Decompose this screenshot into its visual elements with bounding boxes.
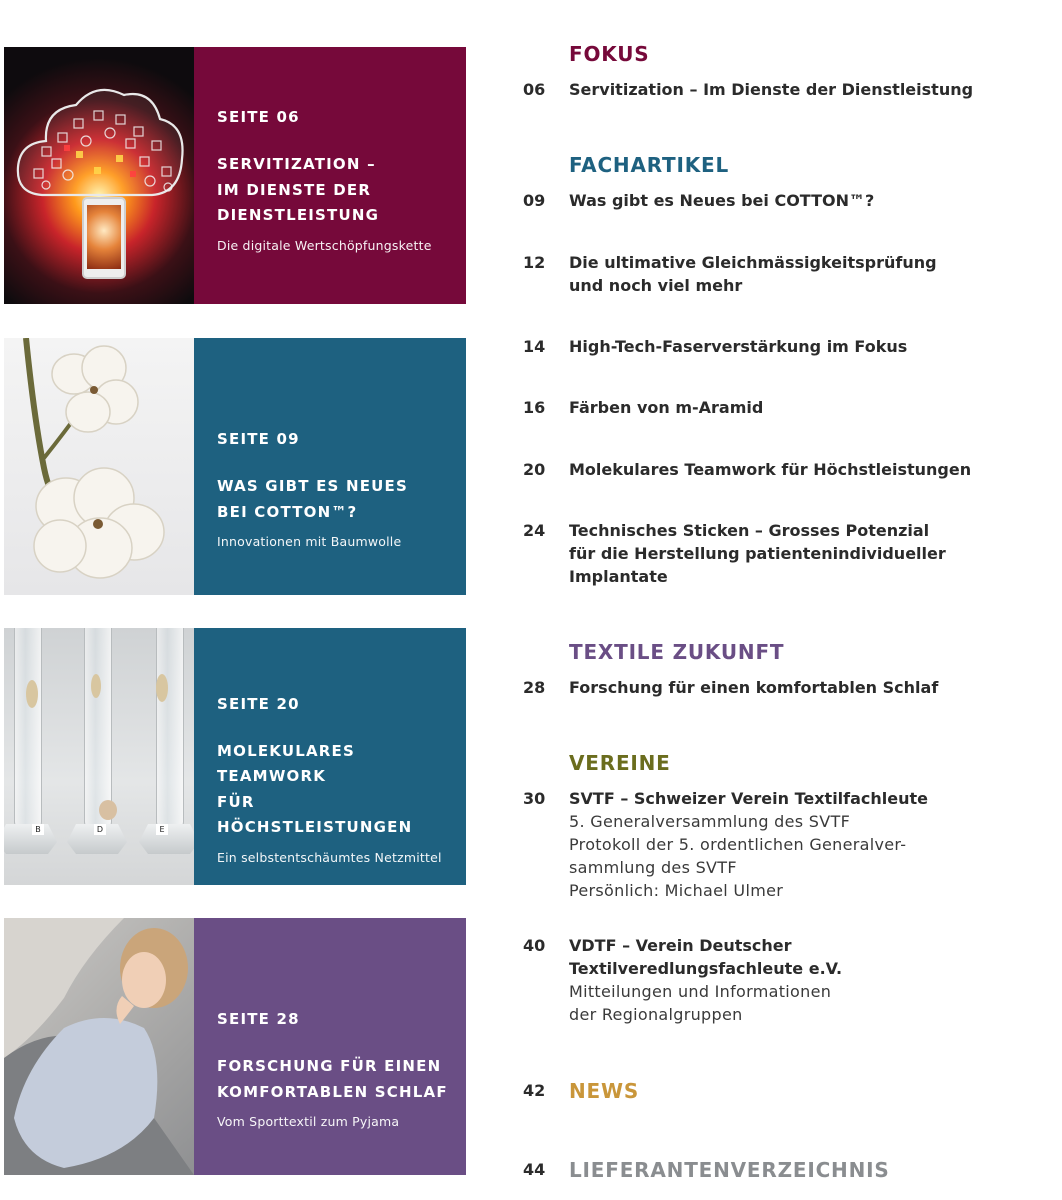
toc-subline: Persönlich: Michael Ulmer [569, 881, 784, 900]
card-panel [194, 338, 466, 595]
card-panel [194, 628, 466, 885]
toc-title: Technisches Sticken – Grosses Potenzial [569, 521, 930, 540]
toc-entry[interactable] [523, 251, 1023, 297]
toc-title: und noch viel mehr [569, 276, 743, 295]
card-title-line: FORSCHUNG FÜR EINEN [217, 1057, 442, 1075]
toc-entry[interactable] [523, 676, 1023, 699]
toc-subline: 5. Generalversammlung des SVTF [569, 812, 851, 831]
card-page-ref: SEITE 20 [217, 694, 300, 713]
toc-page-number: 28 [523, 678, 546, 697]
toc-entry-lieferanten[interactable] [523, 1157, 1023, 1183]
section-heading-lieferantenverzeichnis: LIEFERANTENVERZEICHNIS [569, 1158, 890, 1182]
card-title-line: WAS GIBT ES NEUES [217, 477, 408, 495]
card-title-line: KOMFORTABLEN SCHLAF [217, 1082, 448, 1101]
card-title [217, 474, 448, 525]
section-heading-news: NEWS [569, 1079, 640, 1103]
cylinder-label: E [156, 824, 168, 835]
feature-card-cotton[interactable] [4, 338, 466, 595]
feature-card-sleep[interactable] [4, 918, 466, 1175]
card-title-line: MOLEKULARES TEAMWORK [217, 741, 355, 785]
toc-title: Forschung für einen komfortablen Schlaf [569, 678, 939, 697]
toc-page-number: 44 [523, 1160, 546, 1179]
card-title-line: SERVITIZATION – [217, 155, 376, 174]
card-title-line: BEI COTTON™? [217, 502, 358, 521]
toc-title: Implantate [569, 567, 668, 586]
toc-entry[interactable] [523, 78, 1023, 101]
toc-title: Servitization – Im Dienste der Dienstleistung [569, 80, 974, 99]
toc-entry[interactable] [523, 335, 1023, 358]
toc-page-number: 09 [523, 191, 546, 210]
toc-title: Textilveredlungsfachleute e.V. [569, 959, 843, 978]
card-title-line: FÜR HÖCHSTLEISTUNGEN [217, 792, 413, 836]
toc-subline: der Regionalgruppen [569, 1005, 743, 1024]
toc-page-number: 06 [523, 80, 546, 99]
toc-title: Was gibt es Neues bei COTTON™? [569, 191, 875, 210]
foam-sample-icon [4, 628, 194, 885]
card-title [217, 1054, 448, 1105]
toc-subline: sammlung des SVTF [569, 858, 737, 877]
cylinder-label: B [32, 824, 44, 835]
card-page-ref: SEITE 09 [217, 430, 300, 448]
feature-card-teamwork[interactable] [4, 628, 466, 885]
toc-title: für die Herstellung patientenindividueller [569, 544, 946, 563]
card-title [217, 152, 448, 229]
cloud-icon [12, 75, 188, 215]
card-title-line: IM DIENSTE DER [217, 180, 372, 199]
toc-entry-news[interactable] [523, 1078, 1023, 1104]
toc-title: VDTF – Verein Deutscher [569, 936, 792, 955]
toc-page-number: 12 [523, 253, 546, 272]
sleeping-woman-icon [4, 918, 194, 1175]
toc-title: Die ultimative Gleichmässigkeitsprüfung [569, 253, 937, 272]
cotton-plant-photo [4, 338, 194, 595]
toc-page-number: 16 [523, 398, 546, 417]
toc-subline: Mitteilungen und Informationen [569, 982, 832, 1001]
card-page-ref: SEITE 28 [217, 1010, 300, 1028]
section-heading-fachartikel: FACHARTIKEL [569, 153, 730, 177]
toc-subline: Protokoll der 5. ordentlichen Generalver- [569, 835, 907, 854]
card-panel [194, 918, 466, 1175]
toc-entry[interactable] [523, 787, 1023, 902]
toc-title: Molekulares Teamwork für Höchstleistungen [569, 460, 972, 479]
card-subtitle: Die digitale Wertschöpfungskette [217, 237, 432, 253]
toc-title: Färben von m-Aramid [569, 398, 764, 417]
toc-title: SVTF – Schweizer Verein Textilfachleute [569, 789, 929, 808]
toc-entry[interactable] [523, 458, 1023, 481]
card-page-ref: SEITE 06 [217, 108, 300, 127]
card-subtitle: Ein selbstentschäumtes Netzmittel [217, 849, 442, 865]
feature-card-servitization[interactable] [4, 47, 466, 304]
smartphone-icon [82, 197, 126, 279]
cotton-boll-icon [4, 338, 194, 595]
card-subtitle: Vom Sporttextil zum Pyjama [217, 1114, 400, 1129]
toc-entry[interactable] [523, 396, 1023, 419]
card-title-line: DIENSTLEISTUNG [217, 206, 380, 225]
toc-page-number: 14 [523, 337, 546, 356]
card-subtitle: Innovationen mit Baumwolle [217, 534, 402, 549]
cylinders-photo [4, 628, 194, 885]
cloud-phone-photo [4, 47, 194, 304]
toc-page-number: 20 [523, 460, 546, 479]
toc-page-number: 42 [523, 1081, 546, 1100]
section-heading-vereine: VEREINE [569, 751, 671, 775]
toc-entry[interactable] [523, 189, 1023, 212]
toc-page-number: 40 [523, 936, 546, 955]
card-panel [194, 47, 466, 304]
toc-entry[interactable] [523, 934, 1023, 1026]
section-heading-fokus: FOKUS [569, 42, 650, 66]
cylinder-label: D [94, 824, 106, 835]
toc-page-number: 24 [523, 521, 546, 540]
toc-title: High-Tech-Faserverstärkung im Fokus [569, 337, 908, 356]
toc-page-number: 30 [523, 789, 546, 808]
card-title [217, 739, 448, 841]
section-heading-textile-zukunft: TEXTILE ZUKUNFT [569, 640, 785, 664]
sleeping-woman-photo [4, 918, 194, 1175]
toc-entry[interactable] [523, 519, 1023, 588]
